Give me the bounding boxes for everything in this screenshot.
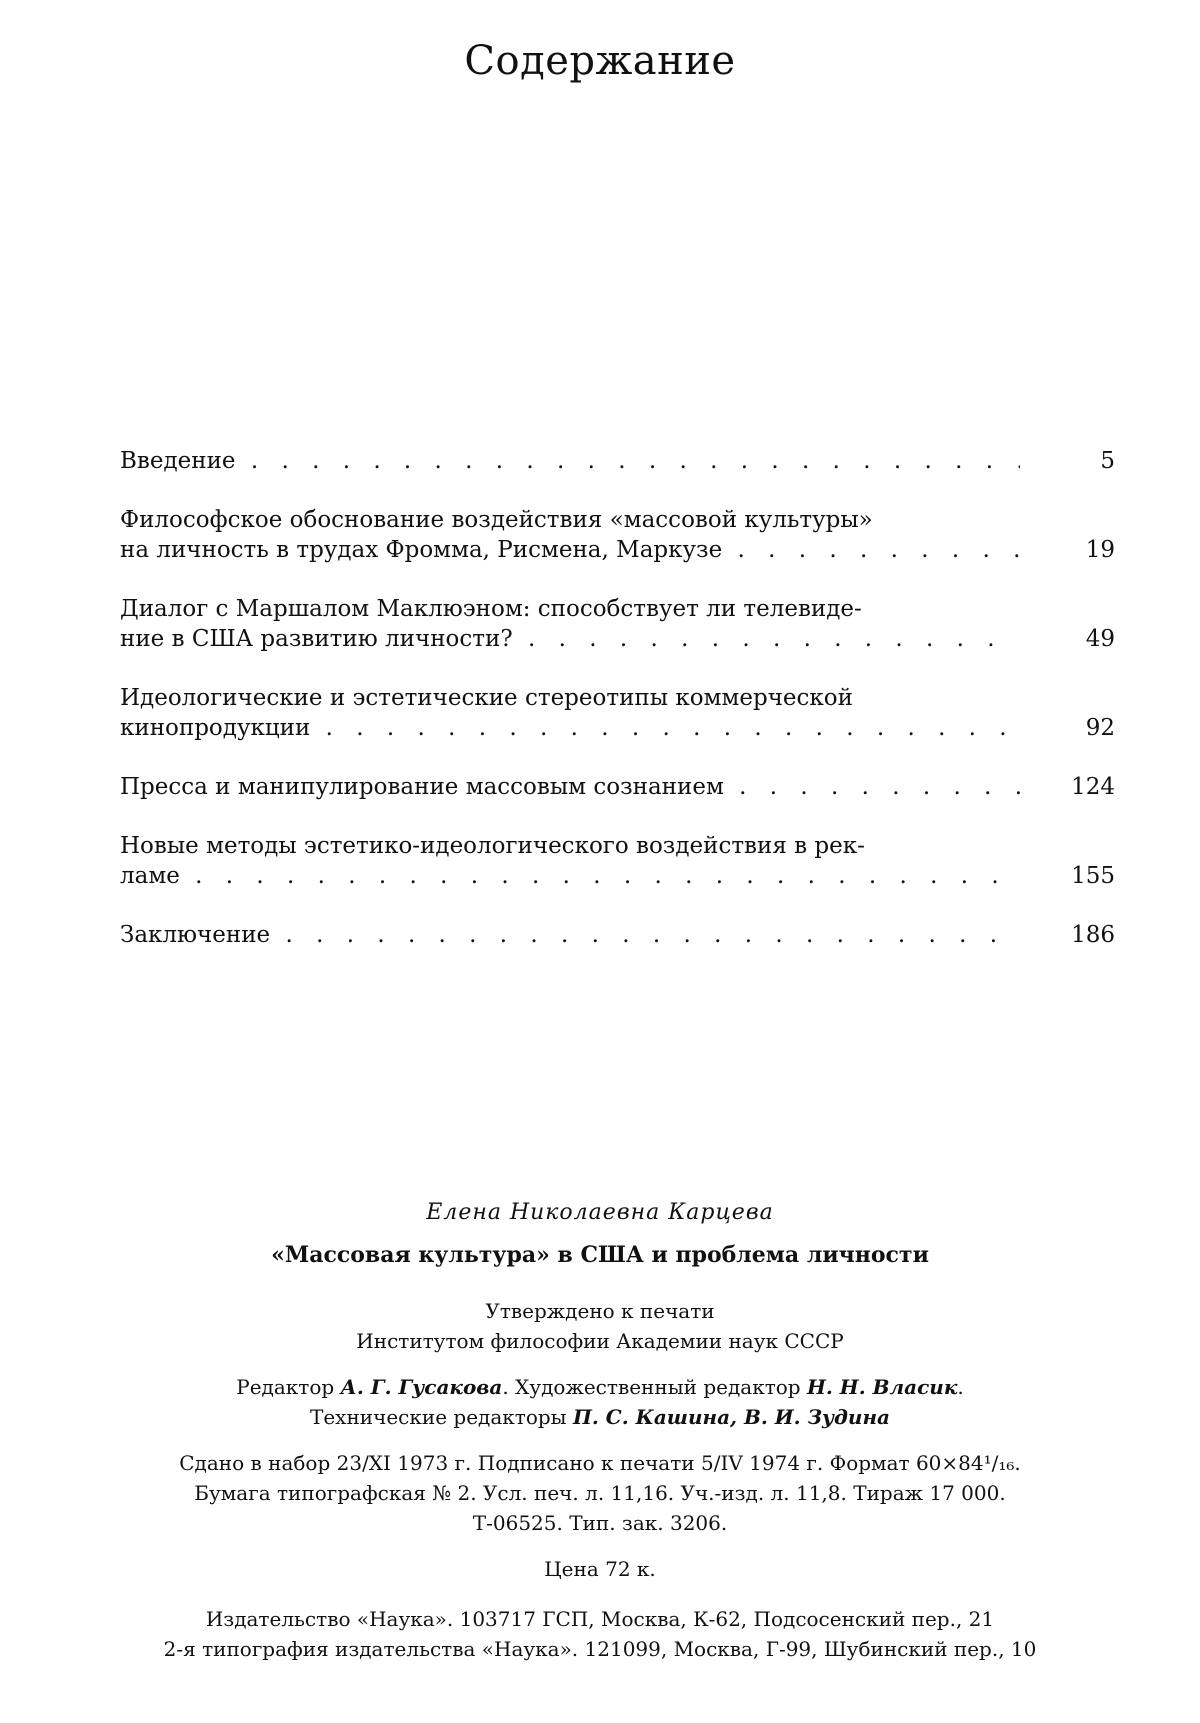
toc-page-number: 92 (1085, 715, 1115, 741)
toc-page-number: 19 (1085, 537, 1115, 563)
toc-entry-title: Диалог с Маршалом Маклюэном: способствует ли телевиде- (120, 596, 862, 622)
approval-institution: Институтом философии Академии наук СССР (356, 1329, 844, 1353)
book-title: «Массовая культура» в США и проблема личности (271, 1242, 929, 1268)
toc-entry[interactable] (120, 772, 1115, 802)
approval-block (0, 1296, 1200, 1356)
print-line: Сдано в набор 23/XI 1973 г. Подписано к печати 5/IV 1974 г. Формат 60×84¹/₁₆. (179, 1451, 1021, 1475)
toc-entry[interactable] (120, 594, 1115, 654)
printing-house-line: 2-я типография издательства «Наука». 121099, Москва, Г-99, Шубинский пер., 10 (163, 1637, 1037, 1661)
page-title: Содержание (464, 38, 736, 84)
toc-page-number: 5 (1100, 448, 1115, 474)
toc-entry[interactable] (120, 446, 1115, 476)
print-line: Бумага типографская № 2. Усл. печ. л. 11,16. Уч.-изд. л. 11,8. Тираж 17 000. (194, 1481, 1006, 1505)
author-name: Елена Николаевна Карцева (426, 1200, 774, 1225)
toc-entry-title-cont: ламе . . . (120, 861, 1020, 891)
print-details (0, 1448, 1200, 1538)
publisher-line: Издательство «Наука». 103717 ГСП, Москва, К-62, Подсосенский пер., 21 (205, 1607, 995, 1631)
toc-entry-title: Идеологические и эстетические стереотипы коммерческой (120, 685, 853, 711)
toc-entry-title: Новые методы эстетико-идеологического воздействия в рек- (120, 833, 865, 859)
toc-entry-title-cont: ние в США развитию личности? . . . (120, 624, 1020, 654)
art-editor-name: Н. Н. Власик (806, 1375, 958, 1399)
toc-page-number: 186 (1071, 922, 1115, 948)
toc-entry-title-cont: кинопродукции . . . (120, 713, 1020, 743)
editors-line: Редактор А. Г. Гусакова. Художественный редактор Н. Н. Власик. (236, 1375, 964, 1399)
approval-line: Утверждено к печати (485, 1299, 715, 1323)
toc-entry-title: Заключение . . . (120, 920, 1020, 950)
tech-editors-names: П. С. Кашина, В. И. Зудина (572, 1405, 890, 1429)
toc-entry[interactable] (120, 683, 1115, 743)
imprint (0, 1198, 1200, 1664)
publisher-block (0, 1604, 1200, 1664)
print-line: Т-06525. Тип. зак. 3206. (472, 1511, 728, 1535)
toc-page-number: 124 (1071, 774, 1115, 800)
toc-entry[interactable] (120, 920, 1115, 950)
toc-entry-title: Философское обоснование воздействия «массовой культуры» (120, 507, 873, 533)
toc-entry[interactable] (120, 505, 1115, 565)
price: Цена 72 к. (544, 1557, 656, 1581)
toc-entry[interactable] (120, 831, 1115, 891)
toc-entry-title: Пресса и манипулирование массовым сознанием . . . (120, 772, 1020, 802)
tech-editors-line: Технические редакторы П. С. Кашина, В. И. Зудина (310, 1405, 890, 1429)
editors-block (0, 1372, 1200, 1432)
toc-entry-title-cont: на личность в трудах Фромма, Рисмена, Маркузе . . . (120, 535, 1020, 565)
toc-page-number: 155 (1071, 863, 1115, 889)
toc-page-number: 49 (1085, 626, 1115, 652)
editor-name: А. Г. Гусакова (340, 1375, 503, 1399)
table-of-contents (120, 446, 1115, 979)
toc-entry-title: Введение . . . (120, 446, 1020, 476)
